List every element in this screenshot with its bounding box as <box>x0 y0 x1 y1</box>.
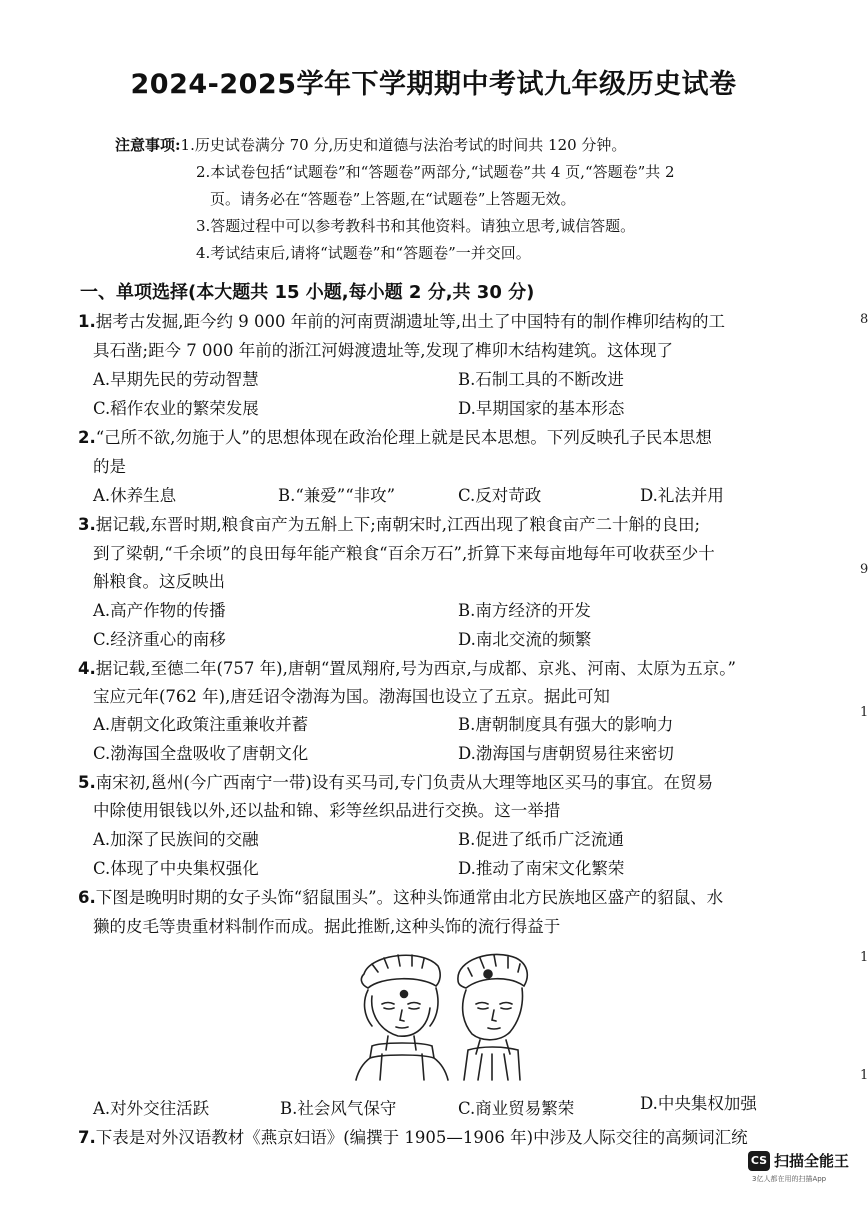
option-d[interactable]: D.推动了南宋文化繁荣 <box>458 859 625 878</box>
margin-char: 9 <box>860 562 868 577</box>
notes-item: 1.历史试卷满分 70 分,历史和道德与法治考试的时间共 120 分钟。 <box>180 136 627 154</box>
question-text: 据考古发掘,距今约 9 000 年前的河南贾湖遗址等,出土了中国特有的制作榫卯结构的工 <box>95 312 725 331</box>
margin-char: 8 <box>860 312 868 327</box>
notes-item: 3.答题过程中可以参考教科书和其他资料。请独立思考,诚信答题。 <box>196 217 636 235</box>
option-c[interactable]: C.渤海国全盘吸收了唐朝文化 <box>93 744 309 763</box>
option-b[interactable]: B.唐朝制度具有强大的影响力 <box>458 715 674 734</box>
woman-figure-left <box>356 955 448 1080</box>
question-text: 下表是对外汉语教材《燕京妇语》(编撰于 1905—1906 年)中涉及人际交往的高频词汇统 <box>95 1128 748 1147</box>
margin-char: 1 <box>860 950 868 965</box>
question-text: “己所不欲,勿施于人”的思想体现在政治伦理上就是民本思想。下列反映孔子民本思想 <box>95 428 712 447</box>
notes-label: 注意事项: <box>115 136 181 154</box>
option-b[interactable]: B.南方经济的开发 <box>458 601 591 620</box>
question-1-line <box>78 308 725 332</box>
option-d[interactable]: D.早期国家的基本形态 <box>458 399 625 418</box>
question-text: 据记载,至德二年(757 年),唐朝“置凤翔府,号为西京,与成都、京兆、河南、太原为五京。” <box>95 659 736 678</box>
headdress-illustration <box>342 946 542 1080</box>
option-b[interactable]: B.石制工具的不断改进 <box>458 370 624 389</box>
question-3-line <box>78 511 700 535</box>
woman-figure-right <box>458 954 527 1080</box>
question-number: 5. <box>78 773 96 792</box>
question-number: 4. <box>78 659 96 678</box>
question-text: 的是 <box>93 457 126 476</box>
section-header: 一、单项选择(本大题共 15 小题,每小题 2 分,共 30 分) <box>80 282 535 303</box>
question-text: 斛粮食。这反映出 <box>93 572 225 591</box>
question-number: 2. <box>78 428 96 447</box>
question-5-line <box>78 769 713 793</box>
option-a[interactable]: A.对外交往活跃 <box>93 1099 210 1118</box>
option-c[interactable]: C.反对苛政 <box>458 486 542 505</box>
scanner-logo-icon: CS <box>748 1151 770 1171</box>
option-b[interactable]: B.社会风气保守 <box>280 1099 397 1118</box>
question-text: 宝应元年(762 年),唐廷诏令渤海为国。渤海国也设立了五京。据此可知 <box>93 687 610 706</box>
question-text: 中除使用银钱以外,还以盐和锦、彩等丝织品进行交换。这一举措 <box>93 801 561 820</box>
option-d[interactable]: D.中央集权加强 <box>640 1094 757 1113</box>
option-a[interactable]: A.加深了民族间的交融 <box>93 830 259 849</box>
question-text: 据记载,东晋时期,粮食亩产为五斛上下;南朝宋时,江西出现了粮食亩产二十斛的良田; <box>95 515 701 534</box>
margin-char: 1 <box>860 705 868 720</box>
notes-item: 4.考试结束后,请将“试题卷”和“答题卷”一并交回。 <box>196 244 531 262</box>
option-a[interactable]: A.唐朝文化政策注重兼收并蓄 <box>93 715 309 734</box>
option-a[interactable]: A.早期先民的劳动智慧 <box>93 370 259 389</box>
exam-title: 2024-2025学年下学期期中考试九年级历史试卷 <box>130 69 737 100</box>
option-d[interactable]: D.渤海国与唐朝贸易往来密切 <box>458 744 674 763</box>
option-c[interactable]: C.商业贸易繁荣 <box>458 1099 575 1118</box>
option-d[interactable]: D.南北交流的频繁 <box>458 630 592 649</box>
notes-item: 页。请务必在“答题卷”上答题,在“试题卷”上答题无效。 <box>210 190 576 208</box>
question-4-line <box>78 655 736 679</box>
option-b[interactable]: B.“兼爱”“非攻” <box>278 486 396 505</box>
option-a[interactable]: A.休养生息 <box>93 486 177 505</box>
question-2-line <box>78 424 712 448</box>
margin-char: 1 <box>860 1068 868 1083</box>
question-7-line <box>78 1124 748 1148</box>
option-a[interactable]: A.高产作物的传播 <box>93 601 226 620</box>
scanner-tagline: 3亿人都在用的扫描App <box>752 1175 827 1183</box>
question-text: 到了梁朝,“千余顷”的良田每年能产粮食“百余万石”,折算下来每亩地每年可收获至少十 <box>93 544 715 563</box>
option-c[interactable]: C.稻作农业的繁荣发展 <box>93 399 259 418</box>
question-number: 3. <box>78 515 96 534</box>
option-c[interactable]: C.体现了中央集权强化 <box>93 859 259 878</box>
scanner-watermark <box>748 1150 849 1171</box>
question-text: 下图是晚明时期的女子头饰“貂鼠围头”。这种头饰通常由北方民族地区盛产的貂鼠、水 <box>95 888 724 907</box>
notes-item: 2.本试卷包括“试题卷”和“答题卷”两部分,“试题卷”共 4 页,“答题卷”共 2 <box>196 163 675 181</box>
option-c[interactable]: C.经济重心的南移 <box>93 630 226 649</box>
question-number: 6. <box>78 888 96 907</box>
question-text: 獭的皮毛等贵重材料制作而成。据此推断,这种头饰的流行得益于 <box>93 917 561 936</box>
option-d[interactable]: D.礼法并用 <box>640 486 724 505</box>
question-text: 具石凿;距今 7 000 年前的浙江河姆渡遗址等,发现了榫卯木结构建筑。这体现了 <box>93 341 674 360</box>
notes-line-1 <box>115 134 626 155</box>
option-b[interactable]: B.促进了纸币广泛流通 <box>458 830 624 849</box>
question-6-line <box>78 884 723 908</box>
question-number: 1. <box>78 312 96 331</box>
scanner-app-name: 扫描全能王 <box>774 1152 850 1170</box>
question-number: 7. <box>78 1128 96 1147</box>
question-text: 南宋初,邕州(今广西南宁一带)设有买马司,专门负责从大理等地区买马的事宜。在贸易 <box>95 773 714 792</box>
